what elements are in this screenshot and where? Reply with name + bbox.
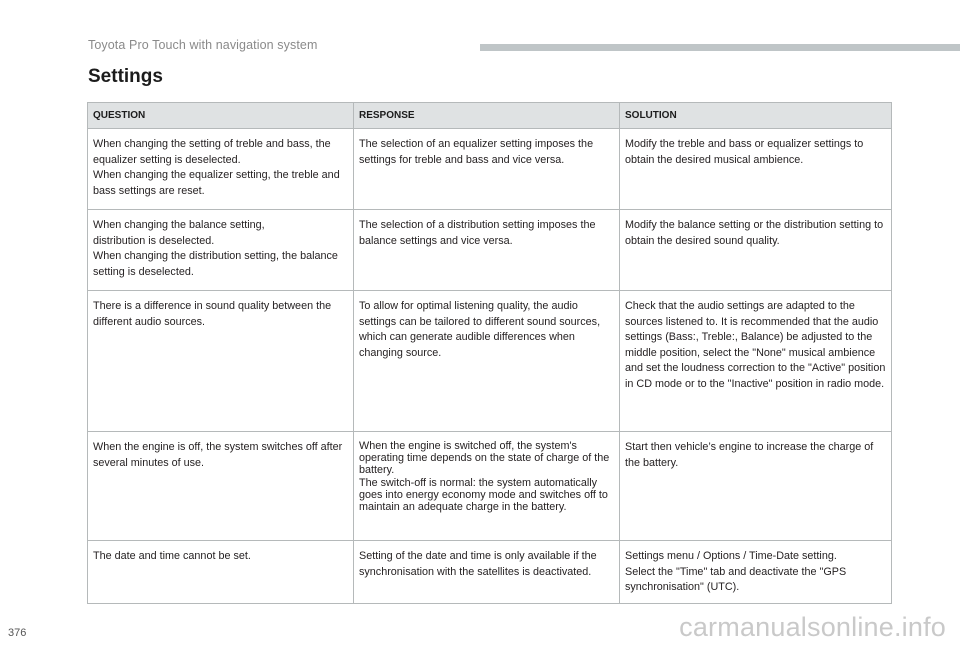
table-row xyxy=(88,210,892,291)
question-cell: The date and time cannot be set. xyxy=(88,541,354,604)
response-cell: Setting of the date and time is only available if the synchronisation with the satellites is deactivated. xyxy=(354,541,620,604)
table-row xyxy=(88,541,892,604)
solution-cell: Modify the treble and bass or equalizer settings to obtain the desired musical ambience. xyxy=(620,129,892,210)
solution-cell: Settings menu / Options / Time-Date setting. Select the "Time" tab and deactivate the "GPS synchronisation" (UTC). xyxy=(620,541,892,604)
response-cell: The selection of a distribution setting imposes the balance settings and vice versa. xyxy=(354,210,620,291)
table-row xyxy=(88,291,892,432)
question-cell: There is a difference in sound quality between the different audio sources. xyxy=(88,291,354,432)
solution-cell: Start then vehicle’s engine to increase the charge of the battery. xyxy=(620,432,892,541)
response-cell: To allow for optimal listening quality, the audio settings can be tailored to different sound sources, which can generate audible differences when changing source. xyxy=(354,291,620,432)
question-cell: When the engine is off, the system switches off after several minutes of use. xyxy=(88,432,354,541)
response-cell: When the engine is switched off, the system's operating time depends on the state of charge of the battery. The switch-off is normal: the system automatically goes into energy economy mode and switches off to maintain an adequate charge in the battery. xyxy=(354,432,620,541)
column-header-solution: SOLUTION xyxy=(620,103,892,129)
response-cell: The selection of an equalizer setting imposes the settings for treble and bass and vice versa. xyxy=(354,129,620,210)
solution-cell: Modify the balance setting or the distribution setting to obtain the desired sound quality. xyxy=(620,210,892,291)
header-title: Toyota Pro Touch with navigation system xyxy=(88,38,318,52)
watermark: carmanualsonline.info xyxy=(679,612,946,642)
question-cell: When changing the setting of treble and bass, the equalizer setting is deselected. When changing the equalizer setting, the treble and bass settings are reset. xyxy=(88,129,354,210)
table-row xyxy=(88,432,892,541)
troubleshooting-table xyxy=(87,102,892,604)
solution-cell: Check that the audio settings are adapted to the sources listened to. It is recommended that the audio settings (Bass:, Treble:, Balance) be adjusted to the middle position, select the "None" musical ambience and set the loudness correction to the "Active" position in CD mode or to the "Inactive" position in radio mode. xyxy=(620,291,892,432)
table-row xyxy=(88,129,892,210)
table-header-row xyxy=(88,103,892,129)
question-cell: When changing the balance setting, distribution is deselected. When changing the distribution setting, the balance setting is deselected. xyxy=(88,210,354,291)
column-header-response: RESPONSE xyxy=(354,103,620,129)
column-header-question: QUESTION xyxy=(88,103,354,129)
page-number: 376 xyxy=(8,627,27,639)
section-title: Settings xyxy=(88,66,163,87)
header-divider-bar xyxy=(480,44,960,51)
